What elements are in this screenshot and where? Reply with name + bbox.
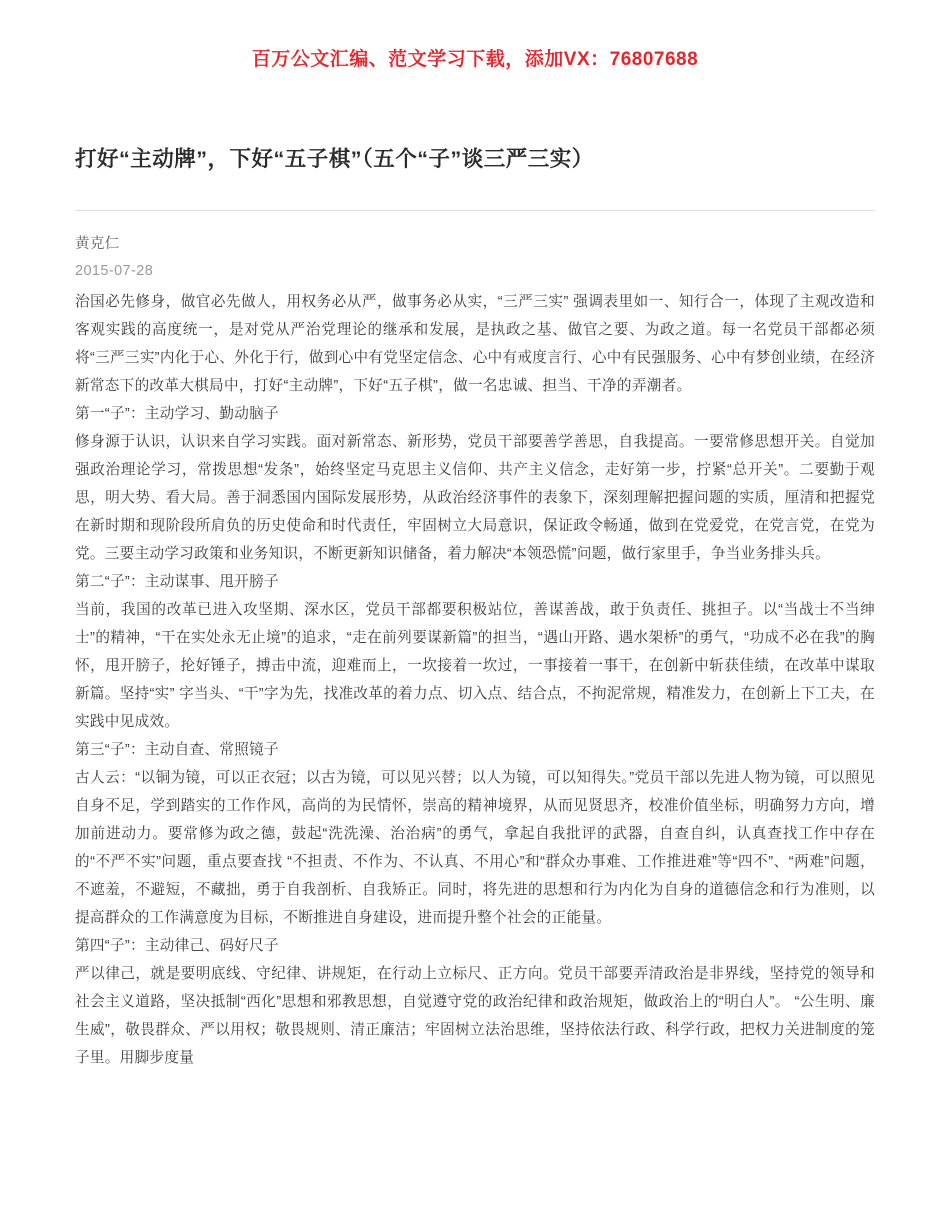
- paragraph-body: 古人云：“以铜为镜，可以正衣冠；以古为镜，可以见兴替；以人为镜，可以知得失。”党员干部以先进人物为镜，可以照见自身不足，学到踏实的工作作风，高尚的为民情怀，崇高的精神境界，从而见贤思齐，校准价值坐标，明确努力方向，增加前进动力。要常修为政之德，鼓起“洗洗澡、治治病”的勇气，拿起自我批评的武器，自查自纠，认真查找工作中存在的“不严不实”问题，重点要查找 “不担责、不作为、不认真、不用心”和“群众办事难、工作推进难”等“四不”、“两难”问题，不遮羞，不避短，不藏拙，勇于自我剖析、自我矫正。同时，将先进的思想和行为内化为自身的道德信念和行为准则，以提高群众的工作满意度为目标，不断推进自身建设，进而提升整个社会的正能量。: [75, 770, 875, 927]
- page-title: 打好“主动牌”，下好“五子棋”（五个“子”谈三严三实）: [75, 147, 594, 172]
- author-name: 黄克仁: [75, 236, 120, 253]
- section-heading: 第四“子”：主动律己、码好尺子: [75, 938, 279, 955]
- title-divider: [75, 210, 875, 211]
- document-content: [75, 71, 875, 1072]
- paragraph-body: 修身源于认识，认识来自学习实践。面对新常态、新形势，党员干部要善学善思，自我提高。一要常修思想开关。自觉加强政治理论学习，常拨思想“发条”，始终坚定马克思主义信仰、共产主义信念，走好第一步，拧紧“总开关”。二要勤于观思，明大势、看大局。善于洞悉国内国际发展形势，从政治经济事件的表象下，深刻理解把握问题的实质，厘清和把握党在新时期和现阶段所肩负的历史使命和时代责任，牢固树立大局意识，保证政令畅通，做到在党爱党，在党言党，在党为党。三要主动学习政策和业务知识，不断更新知识储备，着力解决“本领恐慌”问题，做行家里手，争当业务排头兵。: [75, 434, 875, 563]
- publish-date: 2015-07-28: [75, 262, 154, 279]
- promo-banner: 百万公文汇编、范文学习下载，添加VX：76807688: [251, 49, 699, 70]
- paragraph-body: 严以律己，就是要明底线、守纪律、讲规矩，在行动上立标尺、正方向。党员干部要弄清政治是非界线，坚持党的领导和社会主义道路，坚决抵制“西化”思想和邪教思想，自觉遵守党的政治纪律和政治规矩，做政治上的“明白人”。 “公生明、廉生威”，敬畏群众、严以用权；敬畏规则、清正廉洁；牢固树立法治思维，坚持依法行政、科学行政，把权力关进制度的笼子里。用脚步度量: [75, 966, 875, 1067]
- section-heading: 第一“子”：主动学习、勤动脑子: [75, 406, 279, 422]
- section-heading: 第二“子”：主动谋事、甩开膀子: [75, 574, 279, 591]
- paragraph-body: 治国必先修身，做官必先做人，用权务必从严，做事务必从实，“三严三实” 强调表里如一、知行合一，体现了主观改造和客观实践的高度统一，是对党从严治党理论的继承和发展，是执政之基、做官之要、为政之道。每一名党员干部都必须将“三严三实”内化于心、外化于行，做到心中有党坚定信念、心中有戒度言行、心中有民强服务、心中有梦创业绩，在经济新常态下的改革大棋局中，打好“主动牌”，下好“五子棋”，做一名忠诚、担当、干净的弄潮者。: [75, 293, 875, 394]
- section-heading: 第三“子”：主动自查、常照镜子: [75, 742, 279, 759]
- paragraph-body: 当前，我国的改革已进入攻坚期、深水区，党员干部都要积极站位，善谋善战，敢于负责任、挑担子。以“当战士不当绅士”的精神，“干在实处永无止境”的追求，“走在前列要谋新篇”的担当，“遇山开路、遇水架桥”的勇气，“功成不必在我”的胸怀，甩开膀子，抡好锤子，搏击中流，迎难而上，一坎接着一坎过，一事接着一事干，在创新中斩获佳绩，在改革中谋取新篇。坚持“实” 字当头、“干”字为先，找准改革的着力点、切入点、结合点，不拘泥常规，精准发力，在创新上下工夫，在实践中见成效。: [75, 602, 875, 731]
